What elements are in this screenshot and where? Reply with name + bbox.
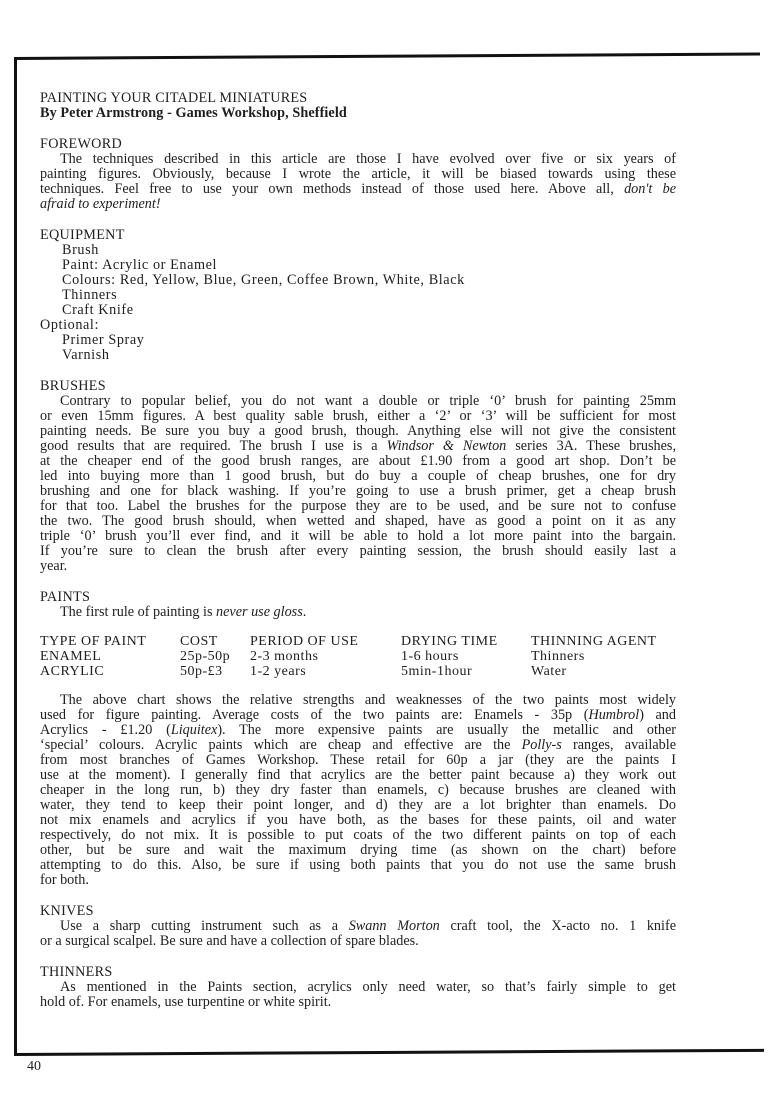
table-cell: 1-2 years xyxy=(250,664,307,679)
paints-paragraph xyxy=(40,693,676,888)
brand-name: Humbrol xyxy=(588,708,640,723)
paragraph-line xyxy=(40,182,676,197)
paragraph-text: Acrylics - £1.20 ( xyxy=(40,723,171,738)
paragraph-line: brushing and one for black washing. If you’re going to use a brush primer, get a cheap brush xyxy=(40,484,676,499)
paragraph-line: at the cheaper end of the good brush ranges, are about £1.90 from a good art shop. Don’t be xyxy=(40,454,676,469)
paragraph-line: the two. The good brush should, when wetted and shaped, have as good a point on it as any xyxy=(40,514,676,529)
paragraph-line xyxy=(40,723,676,738)
frame-top-rule xyxy=(14,52,760,60)
paragraph-line: for that too. Label the brushes for the purpose they are to be used, and be sure not to confuse xyxy=(40,499,676,514)
paragraph-line xyxy=(40,919,676,934)
paragraph-text: ranges, available xyxy=(561,738,676,753)
paragraph-text: series 3A. These brushes, xyxy=(506,439,676,454)
paragraph-line: respectively, do not mix. It is possible to put coats of the two different paints on top of each xyxy=(40,828,676,843)
table-cell: 2-3 months xyxy=(250,649,319,664)
paragraph-line: or a surgical scalpel. Be sure and have a collection of spare blades. xyxy=(40,934,419,949)
paragraph-line: from most branches of Games Workshop. These retail for 60p a jar (they are the paints I xyxy=(40,753,676,768)
paragraph-line: other, but be sure and wait the maximum drying time (as shown on the chart) before xyxy=(40,843,676,858)
paragraph-line: triple ‘0’ brush you’ll ever find, and it will be able to hold a lot more paint into the bargain. xyxy=(40,529,676,544)
heading-equipment: EQUIPMENT xyxy=(40,227,125,243)
paragraph-text: ). The more expensive paints are usually the metallic and other xyxy=(217,723,676,738)
column-header: THINNING AGENT xyxy=(531,634,657,649)
equipment-item: Colours: Red, Yellow, Blue, Green, Coffee Brown, White, Black xyxy=(62,272,465,288)
equipment-item: Brush xyxy=(62,242,99,258)
column-header: DRYING TIME xyxy=(401,634,498,649)
heading-knives: KNIVES xyxy=(40,903,94,919)
page-number: 40 xyxy=(27,1059,41,1074)
paragraph-text: good results that are required. The brush I use is a xyxy=(40,439,387,454)
paragraph-line: water, they tend to keep their point longer, and d) they are a lot brighter than enamels. Do xyxy=(40,798,676,813)
heading-foreword: FOREWORD xyxy=(40,136,123,152)
paragraph-line xyxy=(40,439,676,454)
paragraph-line: attempting to do this. Also, be sure if using both paints that you do not use the same brush xyxy=(40,858,676,873)
emphasis-text: afraid to experiment! xyxy=(40,197,161,212)
frame-bottom-rule xyxy=(14,1049,764,1056)
paragraph-text: ‘special’ colours. Acrylic paints which are cheap and effective are the xyxy=(40,738,522,753)
equipment-item: Paint: Acrylic or Enamel xyxy=(62,257,218,273)
paragraph-line: for both. xyxy=(40,873,89,888)
paragraph-line: painting needs. Be sure you buy a good brush, though. Anything else will not give the consistent xyxy=(40,424,676,439)
paragraph-line: use at the moment). I generally find that acrylics are the better paint because a) they work out xyxy=(40,768,676,783)
heading-brushes: BRUSHES xyxy=(40,378,106,394)
brand-name: Windsor & Newton xyxy=(386,439,507,454)
equipment-list xyxy=(40,243,676,318)
column-header: PERIOD OF USE xyxy=(250,634,359,649)
paragraph-line: year. xyxy=(40,559,68,574)
paint-comparison-table xyxy=(40,634,676,679)
paragraph-line: The techniques described in this article are those I have evolved over five or six years of xyxy=(60,152,676,167)
paragraph-text: used for figure painting. Average costs of the two paints are: Enamels - 35p ( xyxy=(40,708,589,723)
optional-label: Optional: xyxy=(40,317,99,333)
paragraph-line: hold of. For enamels, use turpentine or white spirit. xyxy=(40,995,332,1010)
paragraph-line: led into buying more than 1 good brush, but do buy a couple of cheap brushes, one for dry xyxy=(40,469,676,484)
paragraph-line xyxy=(40,738,676,753)
paragraph-line: The above chart shows the relative strengths and weaknesses of the two paints most widely xyxy=(60,693,676,708)
table-cell: 5min-1hour xyxy=(401,664,473,679)
table-cell: 50p-£3 xyxy=(180,664,223,679)
optional-list xyxy=(40,333,676,363)
optional-item: Primer Spray xyxy=(62,332,145,348)
equipment-item: Thinners xyxy=(62,287,118,303)
paragraph-line: not mix enamels and acrylics if you have both, as the bases for these paints, oil and water xyxy=(40,813,676,828)
brand-name: Swann Morton xyxy=(348,919,440,934)
column-header: TYPE OF PAINT xyxy=(40,634,147,649)
paragraph-line: If you’re sure to clean the brush after every painting session, the brush should easily last a xyxy=(40,544,676,559)
emphasis-text: don't be xyxy=(624,182,676,197)
paragraph-text: ) and xyxy=(639,708,676,723)
paragraph-line: As mentioned in the Paints section, acrylics only need water, so that’s fairly simple to get xyxy=(60,980,676,995)
paragraph-text: The first rule of painting is xyxy=(60,605,217,620)
article-title: PAINTING YOUR CITADEL MINIATURES xyxy=(40,90,308,106)
frame-left-rule xyxy=(14,58,17,1055)
table-row xyxy=(40,649,676,664)
table-cell: ENAMEL xyxy=(40,649,102,664)
table-row xyxy=(40,664,676,679)
emphasis-text: never use gloss xyxy=(216,605,303,620)
paragraph-line xyxy=(40,197,676,212)
paragraph-line: or even 15mm figures. A best quality sable brush, either a ‘2’ or ‘3’ will be sufficient for most xyxy=(40,409,676,424)
paragraph-text: techniques. Feel free to use your own methods instead of those used here. Above all, xyxy=(40,182,625,197)
paragraph-line: cheaper in the long run, b) they dry faster than enamels, c) because brushes are cleaned with xyxy=(40,783,676,798)
optional-item: Varnish xyxy=(62,347,110,363)
table-cell: Water xyxy=(531,664,567,679)
paragraph-text: Use a sharp cutting instrument such as a xyxy=(60,919,349,934)
heading-thinners: THINNERS xyxy=(40,964,113,980)
column-header: COST xyxy=(180,634,218,649)
paragraph-text: craft tool, the X-acto no. 1 knife xyxy=(439,919,676,934)
heading-paints: PAINTS xyxy=(40,589,91,605)
paragraph-line: painting figures. Obviously, because I wrote the article, it will be biased towards using these xyxy=(40,167,676,182)
table-header-row xyxy=(40,634,676,649)
equipment-item: Craft Knife xyxy=(62,302,134,318)
table-cell: 25p-50p xyxy=(180,649,231,664)
paragraph-line: Contrary to popular belief, you do not want a double or triple ‘0’ brush for painting 25mm xyxy=(60,394,676,409)
paragraph-text: . xyxy=(302,605,307,620)
article-body xyxy=(40,91,676,1010)
paragraph-line xyxy=(40,708,676,723)
table-cell: 1-6 hours xyxy=(401,649,459,664)
brand-name: Liquitex xyxy=(170,723,218,738)
paragraph-line xyxy=(40,605,676,620)
table-cell: Thinners xyxy=(531,649,585,664)
table-cell: ACRYLIC xyxy=(40,664,105,679)
brand-name: Polly-s xyxy=(521,738,562,753)
article-byline: By Peter Armstrong - Games Workshop, Sheffield xyxy=(40,105,347,121)
